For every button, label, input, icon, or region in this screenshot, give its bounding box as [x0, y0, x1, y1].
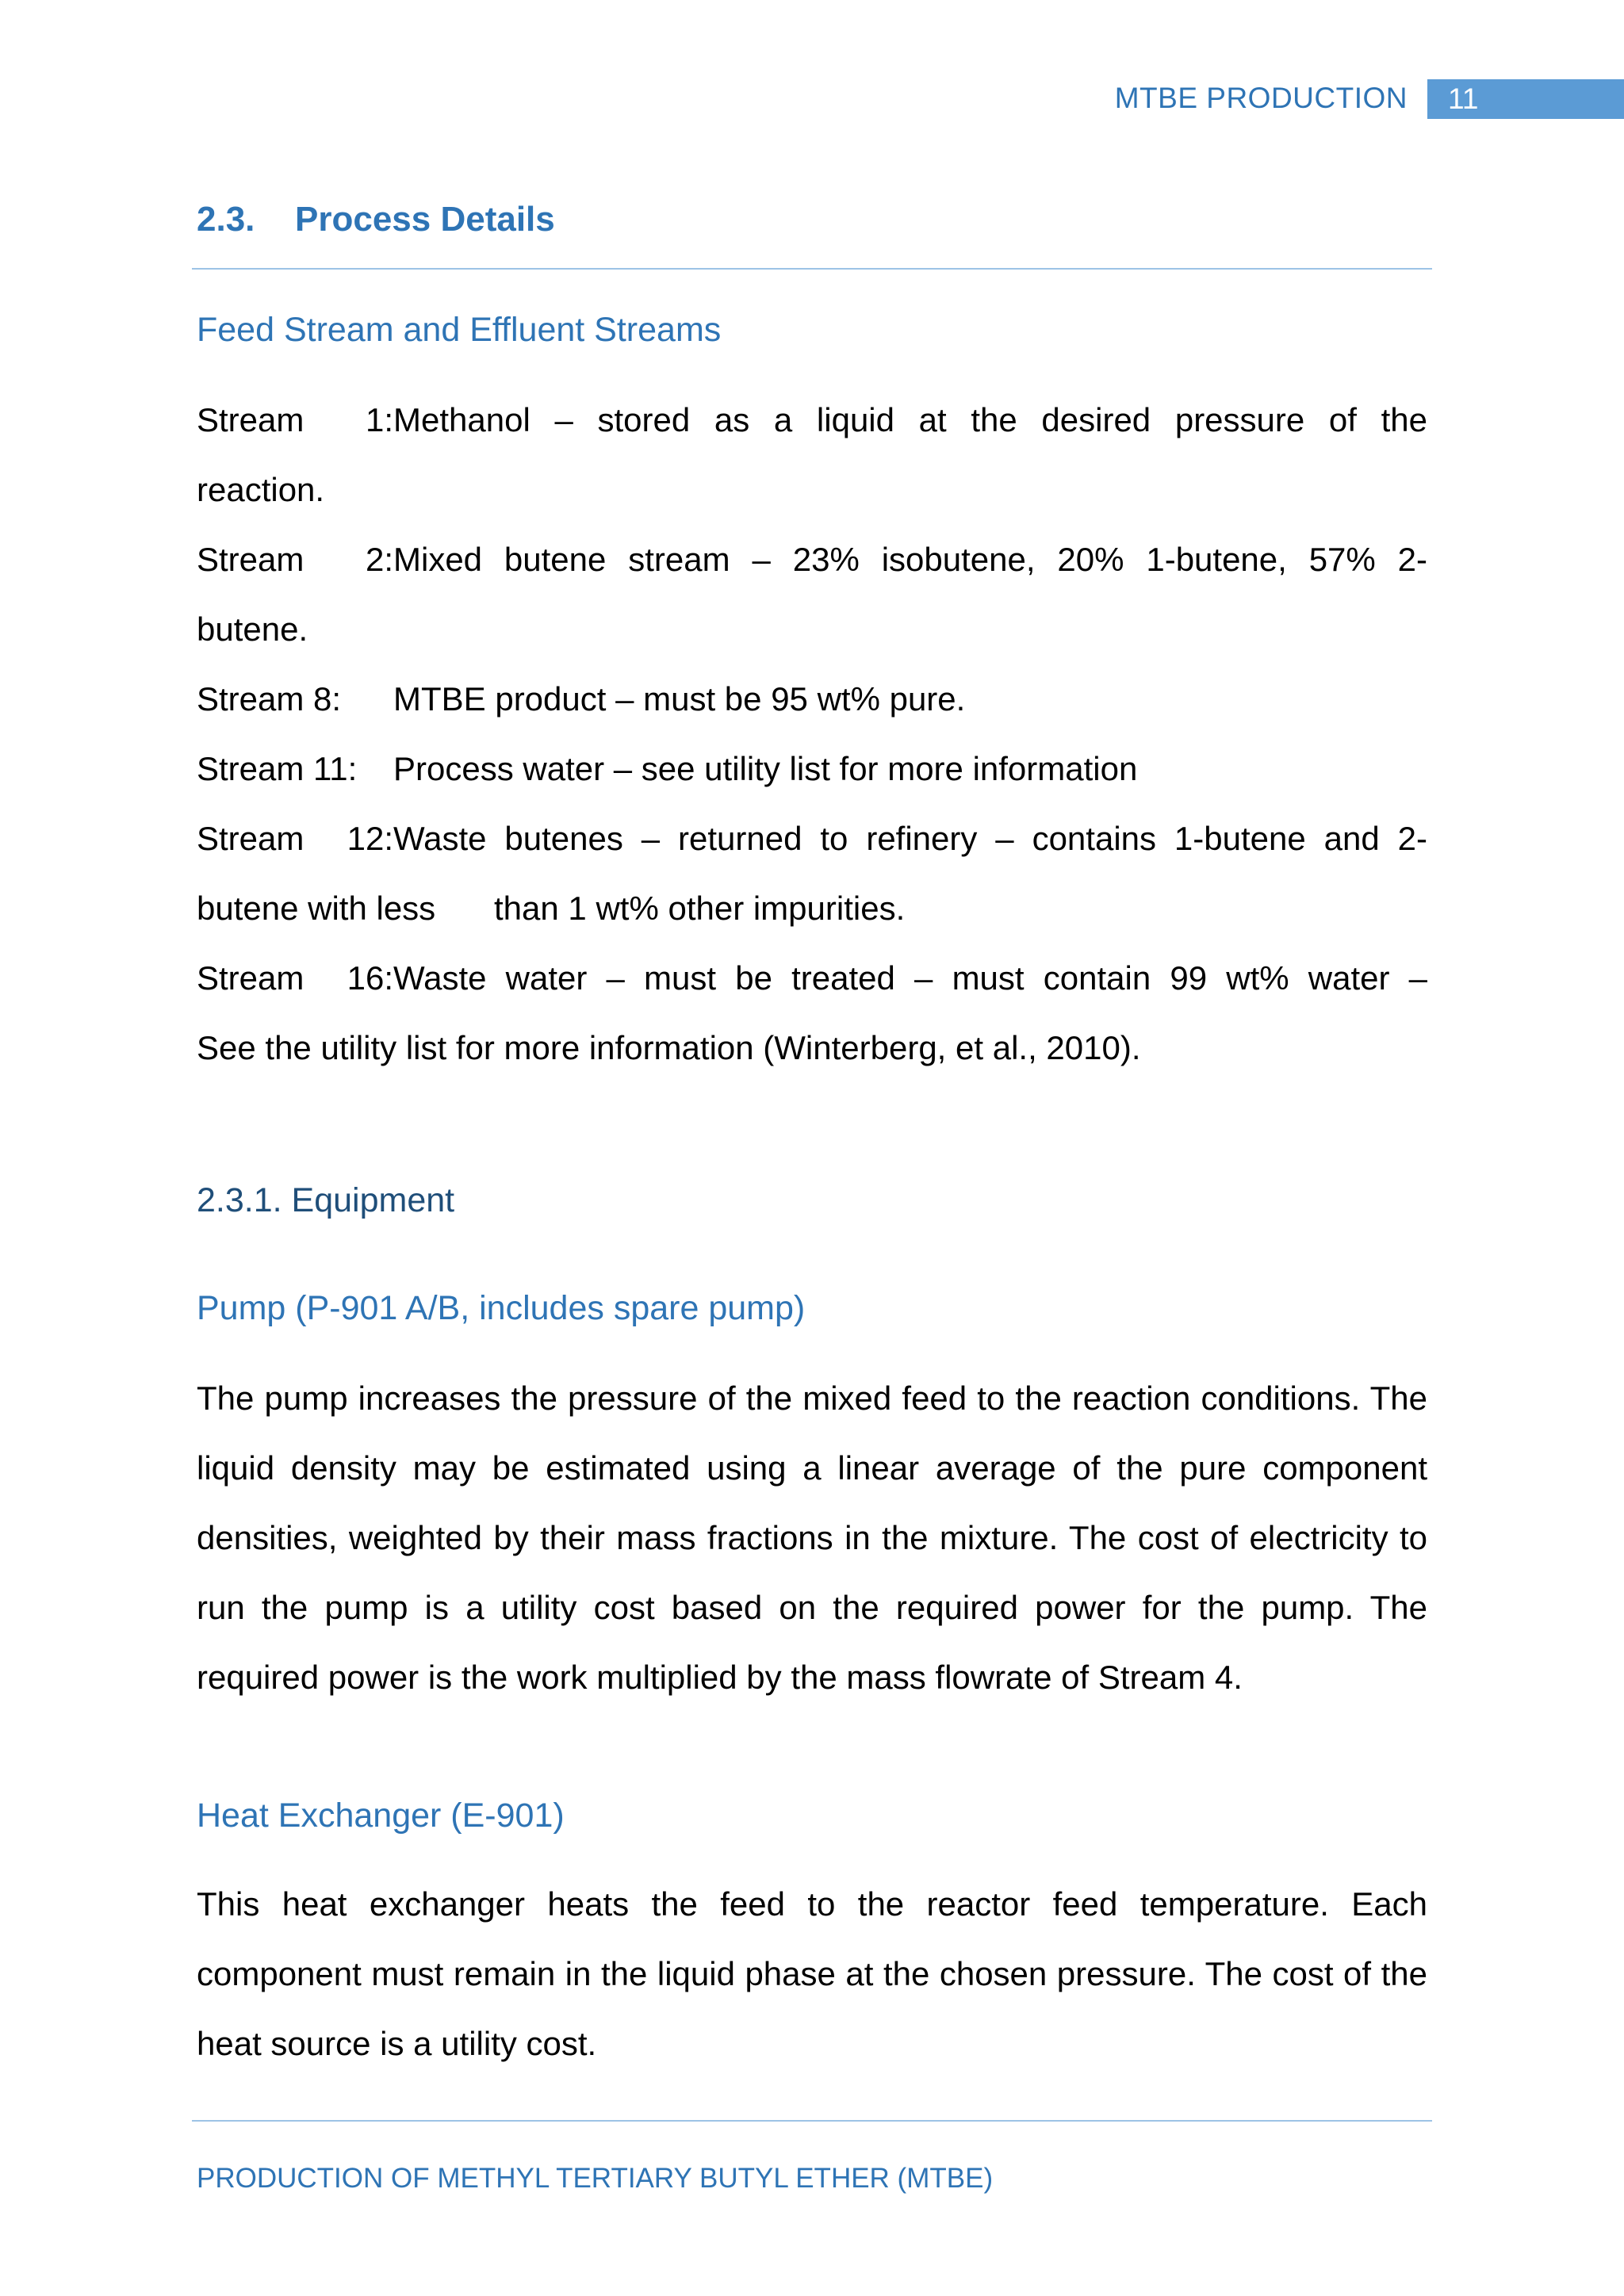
stream-1-continuation: reaction. — [197, 471, 325, 508]
stream-8-line — [197, 664, 1427, 734]
stream-16-label: Stream 16: — [197, 959, 393, 997]
stream-1-label: Stream 1: — [197, 401, 393, 438]
stream-11-line — [197, 734, 1427, 804]
heat-exchanger-paragraph: This heat exchanger heats the feed to the reactor feed temperature. Each component must remain in the liquid phase at the chosen pressure. The cost of the heat source is a utility cost. — [197, 1885, 1427, 2062]
stream-12-cont-b: than 1 wt% other impurities. — [494, 890, 906, 927]
footer-divider — [192, 2120, 1432, 2122]
stream-16-continuation: See the utility list for more information (Winterberg, et al., 2010). — [197, 1029, 1141, 1066]
section-heading — [197, 200, 555, 239]
stream-12-label: Stream 12: — [197, 820, 393, 857]
footer-text: PRODUCTION OF METHYL TERTIARY BUTYL ETHER (MTBE) — [197, 2163, 994, 2194]
pump-paragraph: The pump increases the pressure of the mixed feed to the reaction conditions. The liquid density may be estimated using a linear average of the pure component densities, weighted by their mass fractions in the mixture. The cost of electricity to run the pump is a utility cost based on the required power for the pump. The required power is the work multiplied by the mass flowrate of Stream 4. — [197, 1380, 1427, 1696]
stream-2-label: Stream 2: — [197, 541, 393, 578]
stream-8-label: Stream 8: — [197, 680, 342, 718]
stream-1-text: Methanol – stored as a liquid at the desired pressure of the — [393, 401, 1427, 438]
stream-16-line — [197, 943, 1427, 1013]
stream-11-text: Process water – see utility list for more information — [393, 750, 1138, 787]
running-header-title: MTBE PRODUCTION — [1114, 82, 1408, 114]
stream-12-line — [197, 804, 1427, 874]
stream-2-text: Mixed butene stream – 23% isobutene, 20% 1-butene, 57% 2- — [393, 541, 1427, 578]
section-divider — [192, 268, 1432, 270]
stream-2-line — [197, 525, 1427, 595]
equipment-heading: 2.3.1. Equipment — [197, 1181, 455, 1219]
page-number: 11 — [1427, 79, 1624, 119]
stream-12-cont-a: butene with less — [197, 890, 436, 927]
section-number: 2.3. — [197, 200, 255, 239]
feed-streams-heading: Feed Stream and Effluent Streams — [197, 311, 722, 349]
heat-exchanger-heading: Heat Exchanger (E-901) — [197, 1797, 565, 1835]
stream-11-label: Stream 11: — [197, 750, 358, 787]
section-title: Process Details — [295, 200, 555, 239]
stream-1-line — [197, 385, 1427, 455]
stream-8-text: MTBE product – must be 95 wt% pure. — [393, 680, 966, 718]
stream-12-text: Waste butenes – returned to refinery – contains 1-butene and 2- — [393, 820, 1427, 857]
stream-16-text: Waste water – must be treated – must contain 99 wt% water – — [393, 959, 1427, 997]
pump-heading: Pump (P-901 A/B, includes spare pump) — [197, 1289, 806, 1327]
stream-2-continuation: butene. — [197, 610, 308, 648]
stream-12-continuation — [197, 874, 1427, 943]
